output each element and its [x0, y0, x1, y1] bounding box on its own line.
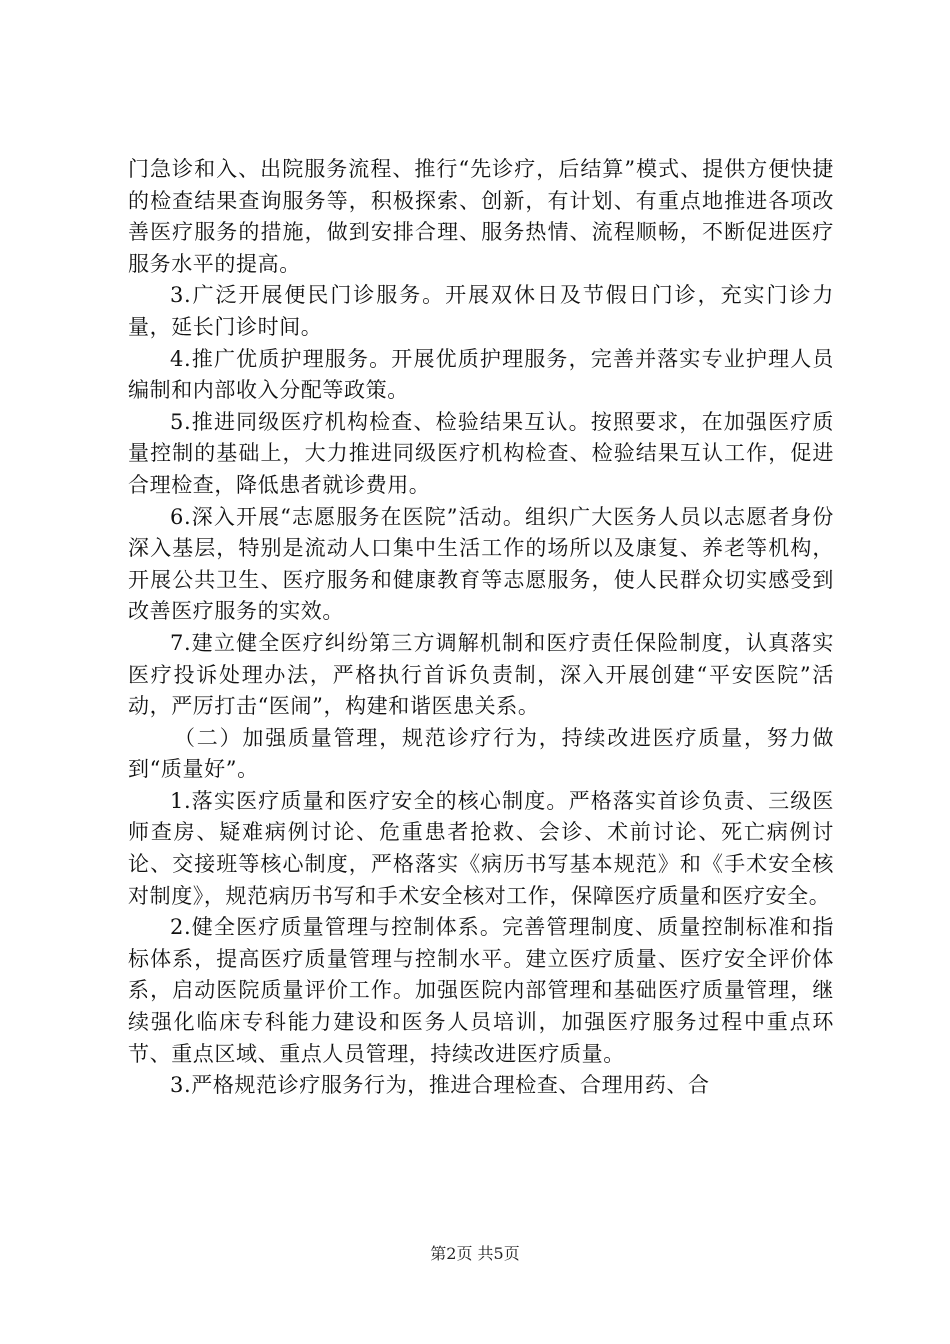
- paragraph-item-2: 2.健全医疗质量管理与控制体系。完善管理制度、质量控制标准和指标体系，提高医疗质量管理与控制水平。建立医疗质量、医疗安全评价体系，启动医院质量评价工作。加强医院内部管理和基础医疗质量管理，继续强化临床专科能力建设和医务人员培训，加强医疗服务过程中重点环节、重点区域、重点人员管理，持续改进医疗质量。: [128, 915, 834, 1066]
- paragraph-continuation: 门急诊和入、出院服务流程、推行“先诊疗，后结算”模式、提供方便快捷的检查结果查询服务等，积极探索、创新，有计划、有重点地推进各项改善医疗服务的措施，做到安排合理、服务热情、流程顺畅，不断促进医疗服务水平的提高。: [128, 157, 834, 276]
- paragraph-item-1: 1.落实医疗质量和医疗安全的核心制度。严格落实首诊负责、三级医师查房、疑难病例讨论、危重患者抢救、会诊、术前讨论、死亡病例讨论、交接班等核心制度，严格落实《病历书写基本规范》和《手术安全核对制度》，规范病历书写和手术安全核对工作，保障医疗质量和医疗安全。: [128, 788, 834, 908]
- paragraph-item-4: 4.推广优质护理服务。开展优质护理服务，完善并落实专业护理人员编制和内部收入分配等政策。: [128, 346, 834, 403]
- paragraph-item-6: 6.深入开展“志愿服务在医院”活动。组织广大医务人员以志愿者身份深入基层，特别是流动人口集中生活工作的场所以及康复、养老等机构，开展公共卫生、医疗服务和健康教育等志愿服务，使人民群众切实感受到改善医疗服务的实效。: [128, 504, 834, 624]
- page-number-footer: 第2页 共5页: [430, 1244, 520, 1263]
- paragraph-item-3b: 3.严格规范诊疗服务行为，推进合理检查、合理用药、合: [170, 1073, 710, 1098]
- paragraph-item-5: 5.推进同级医疗机构检查、检验结果互认。按照要求，在加强医疗质量控制的基础上，大力推进同级医疗机构检查、检验结果互认工作，促进合理检查，降低患者就诊费用。: [128, 409, 834, 497]
- section-heading-2: （二）加强质量管理，规范诊疗行为，持续改进医疗质量，努力做到“质量好”。: [128, 725, 834, 782]
- paragraph-item-7: 7.建立健全医疗纠纷第三方调解机制和医疗责任保险制度，认真落实医疗投诉处理办法，严格执行首诉负责制，深入开展创建“平安医院”活动，严厉打击“医闹”，构建和谐医患关系。: [128, 630, 834, 719]
- document-body: [128, 154, 834, 1102]
- paragraph-item-3: 3.广泛开展便民门诊服务。开展双休日及节假日门诊，充实门诊力量，延长门诊时间。: [128, 283, 834, 339]
